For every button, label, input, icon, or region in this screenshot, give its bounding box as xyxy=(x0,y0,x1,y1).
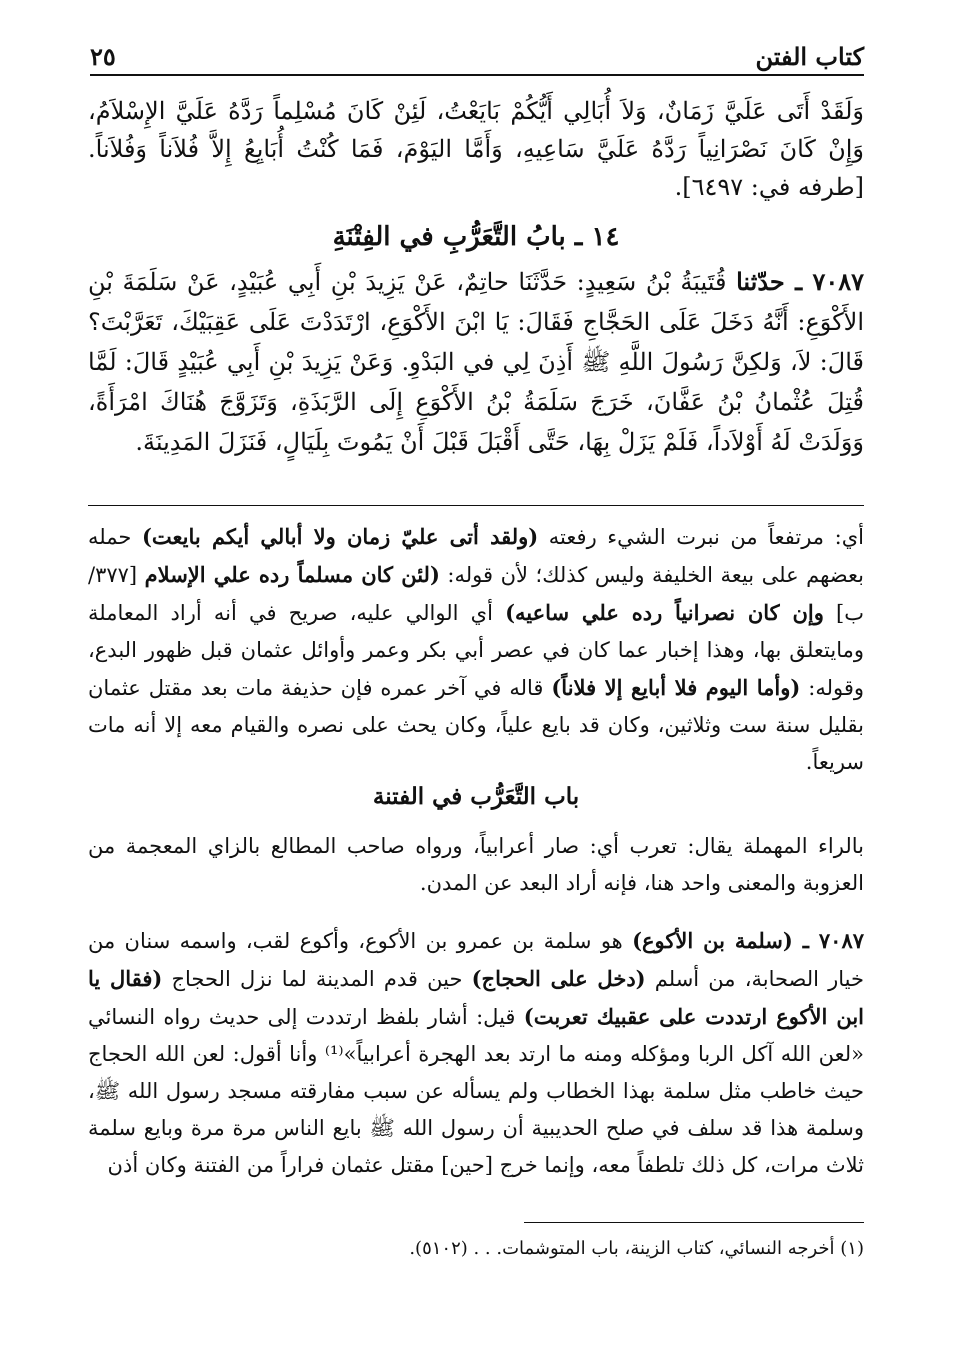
bold-quote: وإن كان نصرانياً رده علي ساعيه) xyxy=(505,600,824,625)
footnote-divider xyxy=(524,1222,864,1223)
hadith-text: قُتَيبَةُ بْنُ سَعِيدٍ: حَدَّثَنَا حاتِمٌ، عَنْ يَزِيدَ بْنِ أَبِي عُبَيْدٍ، عَنْ سَلَمَةَ بْنِ الأَكْوَعِ: أَنَّهُ دَخَلَ عَلَى الحَجَّاجِ فَقَالَ: يَا ابْنَ الأَكْوَعِ، ارْتَدَدْتَ عَلَى عَقِبَيْكَ، تَعَرَّبْتَ؟ قَالَ: لاَ، وَلكِنَّ رَسُولَ اللَّهِ ﷺ أَذِنَ لِي في البَدْوِ. وَعَنْ يَزِيدَ بْنِ أَبِي عُبَيْدٍ قَالَ: لَمَّا قُتِلَ عُثْمانُ بْنُ عَفَّانَ، خَرَجَ سَلَمَةُ بْنُ الأَكْوَعِ إِلَى الرَّبَذَةِ، وَتَزَوَّجَ هُنَاكَ امْرَأَةً، وَوَلَدَتْ لَهُ أَوْلاَداً، فَلَمْ يَزَلْ بِهَا، حَتَّى أَقْبَلَ قَبْلَ أَنْ يَمُوتَ بِلَيَالٍ، فَنَزَلَ المَدِينَةَ. xyxy=(88,268,864,456)
chapter-heading-2: باب التَّعَرُّب في الفتنة xyxy=(372,783,580,810)
section-divider xyxy=(88,505,864,506)
commentary-text: أي الوالي عليه، صريح في أنه أراد المعاملة ومايتعلق بها، وهذا إخبار عما كان في عصر أبي بكر وعمر وأوائل عثمان قبل ظهور البدع، وقوله: xyxy=(88,601,865,700)
bold-quote: (لئن كان مسلماً رده علي الإسلام xyxy=(144,562,440,587)
hadith-number: ٧٠٨٧ ـ حدّثنا xyxy=(736,267,864,296)
footnote: (١) أخرجه النسائي، كتاب الزينة، باب المتوشمات. . . (٥١٠٢). xyxy=(409,1238,864,1259)
commentary-paragraph-3 xyxy=(88,922,864,1184)
commentary-paragraph-2: بالراء المهملة يقال: تعرب أي: صار أعرابياً، ورواه صاحب المطالع بالزاي المعجمة من العزوبة والمعنى واحد هنا، فإنه أراد البعد عن المدن. xyxy=(88,834,864,895)
bold-quote: (دخل على الحجاج) xyxy=(471,966,646,991)
chapter-heading-1: ١٤ ـ بابُ التَّعَرُّبِ في الفِتْنَةِ xyxy=(332,222,620,252)
bold-quote: (ولقد أتى عليّ زمان ولا أبالي أيكم بايعت) xyxy=(141,524,539,549)
commentary-text: [٣٧٧/ب] xyxy=(88,563,865,625)
commentary-text: أي: مرتفعاً من نبرت الشيء رفعته xyxy=(538,525,864,549)
bold-quote: (وأما اليوم فلا أبايع إلا فلاناً) xyxy=(551,675,801,700)
commentary-text: ⁽¹⁾ xyxy=(324,1042,344,1066)
commentary-text: وأنا أقول: لعن الله الحجاج حيث خاطب مثل سلمة بهذا الخطاب ولم يسأله عن سبب مفارقته مسجد رسول الله ﷺ، وسلمة هذا قد سلف في صلح الحديبية أن رسول الله ﷺ بايع الناس مرة مرة وبايع سلمة ثلاث مرات، كل ذلك تلطفاً معه، وإنما خرج [حين] مقتل عثمان فراراً من الفتنة وكان أذن xyxy=(88,1042,864,1177)
book-title: كتاب الفتن xyxy=(755,42,864,71)
bold-quote: (سلمة بن الأكوع) xyxy=(632,928,793,953)
page-header xyxy=(90,38,864,76)
commentary-text: هو سلمة بن عمرو بن الأكوع، وأكوع لقب، واسمه سنان من خيار الصحابة، من أسلم xyxy=(88,929,865,991)
commentary-text: قيل: أشار بلفظ ارتددت إلى حديث رواه النسائي «لعن الله آكل الربا ومؤكله ومنه ما ارتد بعد الهجرة أعرابياً» xyxy=(88,1005,864,1066)
commentary-text: حمله بعضهم على بيعة الخليفة وليس كذلك؛ لأن قوله: xyxy=(88,525,864,587)
commentary-text: قاله في آخر عمره فإن حذيفة مات بعد مقتل عثمان بقليل سنة ست وثلاثين، وكان قد بايع علياً، وكان يحث على نصره والقيام معه إلا أنه مات سريعاً. xyxy=(88,676,864,774)
bold-quote: (فقال يا ابن الأكوع ارتددت على عقبيك تعربت) xyxy=(88,966,864,1029)
commentary-paragraph-1 xyxy=(88,518,864,781)
commentary-text: حين قدم المدينة لما نزل الحجاج xyxy=(162,967,472,991)
bold-quote: ٧٠٨٧ ـ xyxy=(792,928,865,953)
page-number: ٢٥ xyxy=(90,42,116,71)
top-passage: وَلَقَدْ أَتَى عَلَيَّ زَمَانٌ، وَلاَ أُبَالِي أَيُّكُمْ بَايَعْتُ، لَئِنْ كَانَ مُسْلِماً رَدَّهُ عَلَيَّ الإِسْلاَمُ، وَإِنْ كَانَ نَصْرَانِياً رَدَّهُ عَلَيَّ سَاعِيهِ، وَأَمَّا اليَوْمَ، فَمَا كُنْتُ أُبَايِعُ إِلاَّ فُلاَناً وَفُلاَناً. [طرفه في: ٦٤٩٧]. xyxy=(88,97,864,201)
hadith-7087 xyxy=(88,262,864,462)
